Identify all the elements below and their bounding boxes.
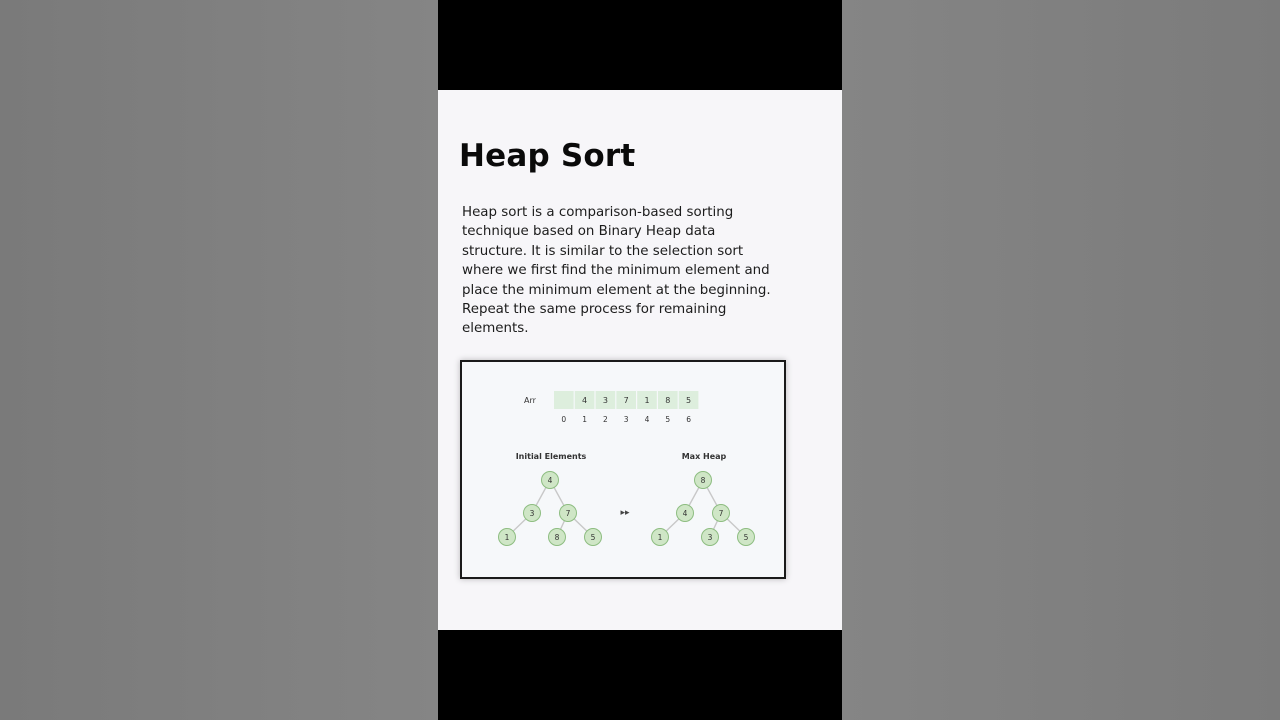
array-index: 4	[644, 415, 650, 424]
tree-node-value: 4	[682, 509, 688, 518]
tree-node-value: 3	[707, 533, 713, 542]
array-index: 5	[665, 415, 671, 424]
description-line: technique based on Binary Heap data	[462, 224, 716, 240]
tree-node-value: 3	[529, 509, 535, 518]
tree-node-value: 4	[547, 476, 553, 485]
description-line: Repeat the same process for remaining	[462, 302, 727, 318]
array-cell-value: 8	[665, 396, 671, 405]
array-index: 1	[582, 415, 587, 424]
initial-elements-label: Initial Elements	[515, 452, 587, 461]
tree-node-value: 8	[554, 533, 560, 542]
tree-node-value: 5	[743, 533, 749, 542]
array-cell-value: 1	[644, 396, 650, 405]
video-frame[interactable]	[438, 0, 842, 720]
array	[554, 391, 698, 424]
array-index: 6	[686, 415, 691, 424]
description-line: where we first find the minimum element and	[462, 263, 770, 279]
max-heap-label: Max Heap	[681, 452, 727, 461]
initial-tree	[499, 472, 602, 546]
description-line: structure. It is similar to the selection sort	[462, 243, 744, 259]
array-index: 3	[623, 415, 629, 424]
slide-title: Heap Sort	[459, 138, 636, 174]
array-label: Arr	[524, 396, 536, 405]
tree-node-value: 8	[700, 476, 706, 485]
description-line: elements.	[462, 321, 529, 337]
heap-diagram-canvas	[462, 362, 784, 577]
slide	[438, 90, 842, 630]
heap-diagram	[460, 360, 786, 579]
array-cell-value: 7	[623, 396, 629, 405]
array-index: 0	[561, 415, 567, 424]
array-cell-value: 5	[686, 396, 692, 405]
description-line: place the minimum element at the beginning.	[462, 282, 771, 298]
transform-arrow-icon: ▸▸	[620, 508, 630, 518]
array-cell-value: 3	[602, 396, 608, 405]
slide-description	[462, 203, 792, 339]
max-heap-tree	[652, 472, 755, 546]
array-cell-value: 4	[582, 396, 588, 405]
array-index: 2	[603, 415, 608, 424]
array-cell	[554, 391, 574, 409]
tree-node-value: 7	[565, 509, 571, 518]
left-background	[0, 0, 438, 720]
description-line: Heap sort is a comparison-based sorting	[462, 205, 734, 220]
tree-node-value: 5	[590, 533, 596, 542]
right-background	[842, 0, 1280, 720]
tree-node-value: 7	[718, 509, 724, 518]
tree-node-value: 1	[504, 533, 510, 542]
tree-node-value: 1	[657, 533, 663, 542]
